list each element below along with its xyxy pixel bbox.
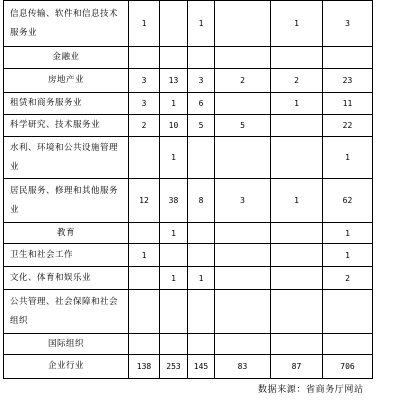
cell-col4 — [215, 244, 271, 267]
table-row — [4, 137, 373, 179]
row-label-research-tech: 科学研究、技术服务业 — [4, 115, 129, 137]
cell-col1: 1 — [129, 1, 160, 47]
cell-col3: 5 — [188, 115, 215, 137]
cell-col5: 2 — [271, 69, 323, 93]
cell-col4: 5 — [215, 115, 271, 137]
cell-total — [323, 334, 373, 355]
cell-col2 — [160, 1, 188, 47]
cell-col3 — [188, 290, 215, 334]
cell-col3: 8 — [188, 179, 215, 223]
cell-total: 1 — [323, 137, 373, 179]
cell-col1 — [129, 47, 160, 69]
cell-col5: 1 — [271, 93, 323, 115]
table-row — [4, 47, 373, 69]
cell-col1: 3 — [129, 93, 160, 115]
table-row — [4, 223, 373, 244]
cell-col5 — [271, 223, 323, 244]
cell-col4 — [215, 137, 271, 179]
cell-col1: 3 — [129, 69, 160, 93]
cell-col4 — [215, 290, 271, 334]
row-label-culture-sports: 文化、体育和娱乐业 — [4, 267, 129, 290]
cell-total: 1 — [323, 244, 373, 267]
cell-col4 — [215, 93, 271, 115]
table-row — [4, 115, 373, 137]
row-label-resident-services: 居民服务、修理和其他服务业 — [4, 179, 129, 223]
cell-col1 — [129, 267, 160, 290]
row-label-finance: 金融业 — [4, 47, 129, 69]
cell-col1 — [129, 137, 160, 179]
cell-col3 — [188, 137, 215, 179]
row-label-water-environment: 水利、环境和公共设施管理业 — [4, 137, 129, 179]
cell-total: 22 — [323, 115, 373, 137]
cell-col5 — [271, 267, 323, 290]
cell-total: 23 — [323, 69, 373, 93]
cell-col2: 1 — [160, 267, 188, 290]
cell-col3: 1 — [188, 267, 215, 290]
cell-total — [323, 47, 373, 69]
cell-col5: 1 — [271, 1, 323, 47]
cell-col3 — [188, 334, 215, 355]
cell-col1 — [129, 334, 160, 355]
table-row — [4, 179, 373, 223]
industry-statistics-table — [3, 0, 373, 379]
cell-col2: 13 — [160, 69, 188, 93]
cell-col5 — [271, 334, 323, 355]
cell-col2: 38 — [160, 179, 188, 223]
cell-col4 — [215, 1, 271, 47]
cell-total: 11 — [323, 93, 373, 115]
cell-col1 — [129, 223, 160, 244]
table-row — [4, 290, 373, 334]
cell-col5 — [271, 290, 323, 334]
cell-col3: 1 — [188, 1, 215, 47]
cell-col2 — [160, 47, 188, 69]
cell-col1 — [129, 290, 160, 334]
table-row — [4, 267, 373, 290]
table-row — [4, 244, 373, 267]
cell-col2: 1 — [160, 93, 188, 115]
cell-total: 62 — [323, 179, 373, 223]
cell-col3: 6 — [188, 93, 215, 115]
cell-col5: 1 — [271, 179, 323, 223]
cell-col5: 87 — [271, 355, 323, 379]
row-label-intl-org: 国际组织 — [4, 334, 129, 355]
cell-col4: 83 — [215, 355, 271, 379]
cell-col2 — [160, 244, 188, 267]
cell-col5 — [271, 244, 323, 267]
cell-col2 — [160, 290, 188, 334]
cell-total: 706 — [323, 355, 373, 379]
row-label-education: 教育 — [4, 223, 129, 244]
cell-col2: 1 — [160, 137, 188, 179]
cell-col3: 3 — [188, 69, 215, 93]
cell-col4: 2 — [215, 69, 271, 93]
cell-col3 — [188, 223, 215, 244]
cell-col4: 3 — [215, 179, 271, 223]
table-row — [4, 1, 373, 47]
cell-col4 — [215, 47, 271, 69]
cell-col2: 253 — [160, 355, 188, 379]
row-label-it-services: 信息传输、软件和信息技术服务业 — [4, 1, 129, 47]
cell-col2: 1 — [160, 223, 188, 244]
cell-col5 — [271, 115, 323, 137]
row-label-real-estate: 房地产业 — [4, 69, 129, 93]
data-source-note: 数据来源：省商务厅网站 — [258, 385, 364, 395]
cell-col3 — [188, 244, 215, 267]
cell-col3: 145 — [188, 355, 215, 379]
cell-total — [323, 290, 373, 334]
cell-col4 — [215, 267, 271, 290]
cell-col3 — [188, 47, 215, 69]
table-row — [4, 334, 373, 355]
row-label-enterprise-total: 企业行业 — [4, 355, 129, 379]
table-row-total — [4, 355, 373, 379]
row-label-leasing-business: 租赁和商务服务业 — [4, 93, 129, 115]
cell-col5 — [271, 47, 323, 69]
table-row — [4, 69, 373, 93]
cell-total: 2 — [323, 267, 373, 290]
cell-col1: 2 — [129, 115, 160, 137]
cell-col4 — [215, 223, 271, 244]
cell-col2: 10 — [160, 115, 188, 137]
cell-col5 — [271, 137, 323, 179]
cell-total: 3 — [323, 1, 373, 47]
cell-col1: 1 — [129, 244, 160, 267]
cell-total: 1 — [323, 223, 373, 244]
cell-col2 — [160, 334, 188, 355]
cell-col4 — [215, 334, 271, 355]
row-label-public-admin: 公共管理、社会保障和社会组织 — [4, 290, 129, 334]
cell-col1: 12 — [129, 179, 160, 223]
table-row — [4, 93, 373, 115]
row-label-health-social: 卫生和社会工作 — [4, 244, 129, 267]
cell-col1: 138 — [129, 355, 160, 379]
